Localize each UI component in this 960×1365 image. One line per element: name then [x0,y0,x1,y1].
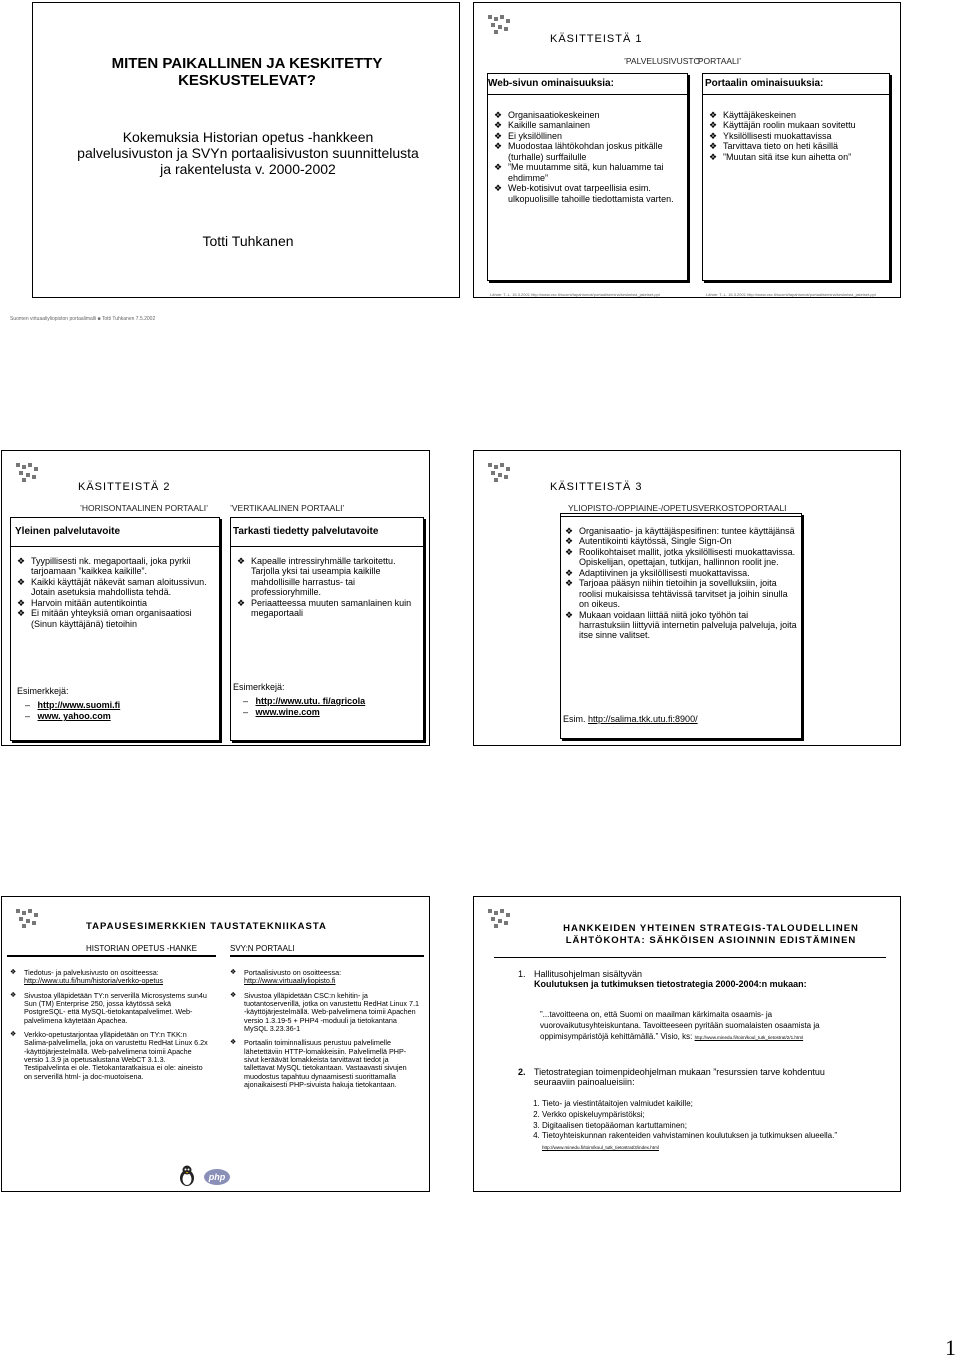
list-item: ❖ Portaalisivusto on osoitteessa: http://www.virtuaaliyliopisto.fi [230,968,342,986]
diamond-bullet-icon: ❖ [10,1031,17,1039]
diamond-bullet-icon: ❖ [494,183,503,194]
diamond-bullet-icon: ❖ [565,536,574,547]
diamond-bullet-icon: ❖ [565,567,574,578]
site-link[interactable]: http://www.virtuaaliyliopisto.fi [244,976,336,986]
penguin-icon [178,1165,196,1187]
list-item: ❖ Harvoin mitään autentikointia [17,597,148,608]
slide-2-left-head: Web-sivun ominaisuuksia: [488,78,614,89]
author-name: Totti Tuhkanen [202,233,294,249]
slide-3-right-examples-label: Esimerkkejä: [233,682,285,692]
example-link[interactable]: www.wine.com [255,707,320,718]
diamond-bullet-icon: ❖ [10,969,17,976]
list-item: ❖ Kaikki käyttäjät näkevät saman aloitussivun. Jotain asetuksia mahdollista tehdä. [17,576,207,598]
list-item: ❖ Kapealle intressiryhmälle tarkoitettu. Tarjolla yksi tai useampia kaikille mahdollisille harrastus- tai professioryhmille. [237,556,396,598]
list-item: ❖ Organisaatiokeskeinen [494,110,600,120]
strategy-link[interactable]: http://www.minedu.fi/toim/koul_tutk_tietostrat/3/index.html [542,1145,659,1151]
list-item: ❖ Periaatteessa muuten samanlainen kuin megaportaali [237,597,412,619]
slide-2-left-source: Lähde: T.-L. 16.3.2001 http://www.csc.fi/suomi/tapahtumat/portaalisemina/keskeisia_jakeiset.ppt [490,292,660,297]
diamond-bullet-icon: ❖ [709,120,718,131]
slide-3-right-label: ’VERTIKAALINEN PORTAALI’ [230,503,345,513]
list-item: ❖ Käyttäjäkeskeinen [709,110,797,120]
slide-5-right-label: SVY:N PORTAALI [230,944,295,953]
diamond-bullet-icon: ❖ [230,1039,237,1047]
slide-5-left-box [10,955,216,1161]
slide-3-left-head: Yleinen palvelutavoite [15,526,121,537]
diamond-bullet-icon: ❖ [565,578,574,589]
diamond-bullet-icon: ❖ [709,130,718,141]
list-item: ❖ Tarvittava tieto on heti käsillä [709,141,839,152]
diamond-bullet-icon: ❖ [230,969,237,976]
diamond-bullet-icon: ❖ [237,597,246,608]
slide-4-title: KÄSITTEISTÄ 3 [550,481,643,493]
list-item: ❖ Muodostaa lähtökohdan joskus pitkälle (turhalle) surffailulle [494,141,663,162]
slide-3-right-examples: – http://www.utu. fi/agricola – www.wine.com [243,696,366,718]
logo-icon [486,13,514,37]
logo-icon [14,461,42,485]
slide-1-subtitle: Kokemuksia Historian opetus -hankkeen palvelusivuston ja SVYn portaalisivuston suunnittelusta ja rakentelusta v. 2000-2002 [77,129,419,178]
list-item: ❖ ”Me muutamme sitä, kun haluamme tai ehdimme” [494,162,664,183]
list-item: ❖ Yksilöllisesti muokattavissa [709,130,832,141]
slide-6-title: HANKKEIDEN YHTEINEN STRATEGIS-TALOUDELLINEN LÄHTÖKOHTA: SÄHKÖISEN ASIOINNIN EDISTÄMINEN [563,923,859,947]
slide-5-left-list [10,969,210,1081]
slide-5-right-box [230,955,424,1161]
logo-icon [486,461,514,485]
diamond-bullet-icon: ❖ [565,609,574,620]
diamond-bullet-icon: ❖ [237,556,246,566]
slide-2-right-head: Portaalin ominaisuuksia: [705,78,824,89]
list-item: ❖ Web-kotisivut ovat tarpeellisia esim. ulkopuolisille tahoille tiedottamista varten. [494,183,674,204]
list-item: ❖ Organisaatio- ja käyttäjäspesifinen: tuntee käyttäjänsä [565,526,795,536]
slide-2-left-label: ’PALVELUSIVUSTO’ [624,56,702,66]
slide-2-title: KÄSITTEISTÄ 1 [550,33,643,45]
slide-6 [473,896,901,1192]
diamond-bullet-icon: ❖ [709,110,718,120]
logo-icon [486,907,514,931]
list-item: 3. Digitaalisen tietopääoman kartuttaminen; [542,1121,862,1132]
diamond-bullet-icon: ❖ [230,991,237,999]
list-item: ❖ ”Muutan sitä itse kun aihetta on” [709,151,852,162]
list-item: ❖ Portaalin toiminnallisuus perustuu palvelimelle lähetettäviin HTTP-lomakkeisiin. Palvelimellä PHP-sivut keräävät lomakkeista tarvittavat tiedot ja tallettavat MySQL tietokantaan. Vastaavasti sivujen muodostus tapahtuu dynaamisesti suorittamalla ajonaikaisesti PHP-sivuista hakuja tietokantaan. [230,1038,407,1090]
slide-5-left-label: HISTORIAN OPETUS -HANKE [86,945,197,951]
slide-6-item-1: 1. Hallitusohjelman sisältyvän Koulutuksen ja tutkimuksen tietostrategia 2000-2004:n mukaan: [518,969,807,989]
diamond-bullet-icon: ❖ [494,110,503,120]
list-item: ❖ Sivustoa ylläpidetään TY:n serverillä Microsystems sun4u Sun (TM) Enterprise 250, jossa käytössä sekä PostgreSQL- että MySQL-tietokantapalvelimet. Web-palvelimena käytetään Apachea. [10,990,207,1025]
example-link[interactable]: http://www.suomi.fi [37,700,121,710]
slide-3-right-box [230,517,424,741]
slide-3-left-examples-label: Esimerkkejä: [17,686,69,696]
diamond-bullet-icon: ❖ [10,991,17,999]
example-link[interactable]: www. yahoo.com [37,711,111,722]
slide-3-right-head: Tarkasti tiedetty palvelutavoite [233,526,379,537]
vision-link[interactable]: http://www.minedu.fi/toim/koul_tutk_tietostrat/2/1.html [694,1035,804,1041]
slide-6-item-2: 2. Tietostrategian toimenpideohjelman mukaan ”resurssien tarve kohdentuu seuraaviin painoalueisiin: [518,1067,825,1087]
list-item: ❖ Roolikohtaiset mallit, jotka yksilöllisesti muokattavissa. Opiskelijan, opettajan, tutkijan, hallinnon roolit jne. [565,546,796,568]
list-item: ❖ Mukaan voidaan liittää niitä joko työhön tai harrastuksiin liittyviä internetin palveluja palveluja, joita itse sinne valitset. [565,609,797,641]
diamond-bullet-icon: ❖ [17,556,26,566]
slide-2-right-list [709,110,885,162]
slide-3-title: KÄSITTEISTÄ 2 [78,481,171,493]
slide-4-box [560,513,802,739]
list-item: ❖ Sivustoa ylläpidetään CSC:n kehitin- ja tuotantoserverillä, jotka on varustettu RedHat Linux 7.1 -käyttöjärjestelmällä. Web-palvelimena toimii Apachen versio 1.3.19-5 + PHP4 -moduuli ja tietokantana MySQL 3.23.36-1 [230,990,419,1034]
slide-2-right-label: ’PORTAALI’ [696,56,742,66]
list-item: ❖ Tyypillisesti nk. megaportaali, joka pyrkii tarjoamaan ”kaikkea kaikille”. [17,556,191,577]
slide-1-footer: Suomen virtuaaliyliopiston portaalimalli ■ Totti Tuhkanen 7.5.2002 [10,316,156,322]
slide-6-sub-list [520,1099,862,1153]
slide-3-left-label: ’HORISONTAALINEN PORTAALI’ [80,503,208,513]
slide-2 [473,2,901,298]
list-item: ❖ Ei mitään yhteyksiä oman organisaatiosi (Sinun käyttäjänä) tietoihin [17,608,192,629]
slide-4 [473,450,901,746]
list-item: ❖ Autentikointi käytössä, Single Sign-On [565,536,732,547]
list-item: 2. Verkko opiskeluympäristöksi; [542,1110,862,1121]
slide-3-left-box [10,517,220,741]
slide-6-quote: ”...tavoitteena on, että Suomi on maailman kärkimaita osaamis- ja vuorovaikutusyhteiskuntana. Tavoitteeseen pyritään suomalaisten osaamista ja oppimisympäristöjä kehittämällä.” Visio, ks: http://www.minedu.fi/toim/koul_tutk_tietostrat/2/1.html [540,1010,820,1042]
list-item: ❖ Adaptiivinen ja yksilöllisesti muokattavissa. [565,567,750,578]
php-logo-icon: php [204,1169,230,1185]
list-item: ❖ Verkko-opetustarjontaa ylläpidetään on TY:n TKK:n Salima-palvelimella, joka on varustettu RedHat Linux 6.2x -käyttöjärjestelmällä. Web-palvelimena toimii Apache versio 1.3.9 ja opetusalustana WebCT 3.1.3. Testipalvelinta ei ole. Tietokantaratkaisua ei ole: aineisto on serverillä html- ja doc-muotoisena. [10,1030,208,1081]
list-item: ❖ Kaikille samanlainen [494,120,591,131]
slide-3-left-list [17,556,213,629]
logo-icon [14,907,42,931]
slide-5 [1,896,430,1192]
diamond-bullet-icon: ❖ [565,526,574,536]
slide-1-title: MITEN PAIKALLINEN JA KESKITETTY KESKUSTELEVAT? [111,55,383,90]
page-number: 1 [945,1335,956,1360]
diamond-bullet-icon: ❖ [17,576,26,587]
list-item: ❖ Tarjoaa pääsyn niihin tietoihin ja sovelluksiin, joita roolisi mukaisissa tehtävissä tarvitset ja joihin sinulla on oikeus. [565,578,788,610]
slide-5-right-list [230,969,420,1089]
slide-3-left-examples: – http://www.suomi.fi – www. yahoo.com [25,700,121,722]
list-item: 4. Tietoyhteiskunnan rakenteiden vahvistaminen koulutuksen ja tutkimuksen alueella.” http://www.minedu.fi/toim/koul_tutk_tietostrat/3/index.html [542,1131,862,1153]
slide-2-left-list [494,110,680,204]
slide-4-example: Esim. http://salima.tkk.utu.fi:8900/ [563,714,698,724]
diamond-bullet-icon: ❖ [17,597,26,608]
diamond-bullet-icon: ❖ [494,141,503,152]
site-link[interactable]: http://www.utu.fi/hum/historia/verkko-opetus [24,976,164,986]
example-link[interactable]: http://www.utu. fi/agricola [255,696,366,706]
diamond-bullet-icon: ❖ [709,151,718,162]
list-item: ❖ Käyttäjän roolin mukaan sovitettu [709,120,856,131]
slide-3-right-list [237,556,417,619]
slide-2-right-box [702,73,890,281]
slide-4-list [565,526,797,641]
list-item: ❖ Ei yksilöllinen [494,130,563,141]
example-link[interactable]: http://salima.tkk.utu.fi:8900/ [588,714,698,724]
diamond-bullet-icon: ❖ [565,546,574,557]
slide-2-right-source: Lähde: T.-L. 16.3.2001 http://www.csc.fi/suomi/tapahtumat/portaalisemina/keskeisia_jakeiset.ppt [706,292,876,297]
slide-2-left-box [487,73,688,281]
diamond-bullet-icon: ❖ [17,608,26,619]
diamond-bullet-icon: ❖ [494,120,503,131]
slide-5-title: TAPAUSESIMERKKIEN TAUSTATEKNIIKASTA [86,921,327,932]
diamond-bullet-icon: ❖ [494,130,503,141]
list-item: ❖ Tiedotus- ja palvelusivusto on osoitteessa: http://www.utu.fi/hum/historia/verkko-opetus [10,968,164,986]
slide-4-label: YLIOPISTO-/OPPIAINE-/OPETUSVERKOSTOPORTAALI [568,503,787,513]
diamond-bullet-icon: ❖ [709,141,718,152]
list-item: 1. Tieto- ja viestintätaitojen valmiudet kaikille; [542,1099,862,1110]
diamond-bullet-icon: ❖ [494,162,503,173]
slide-1 [32,2,460,298]
slide-3 [1,450,430,746]
